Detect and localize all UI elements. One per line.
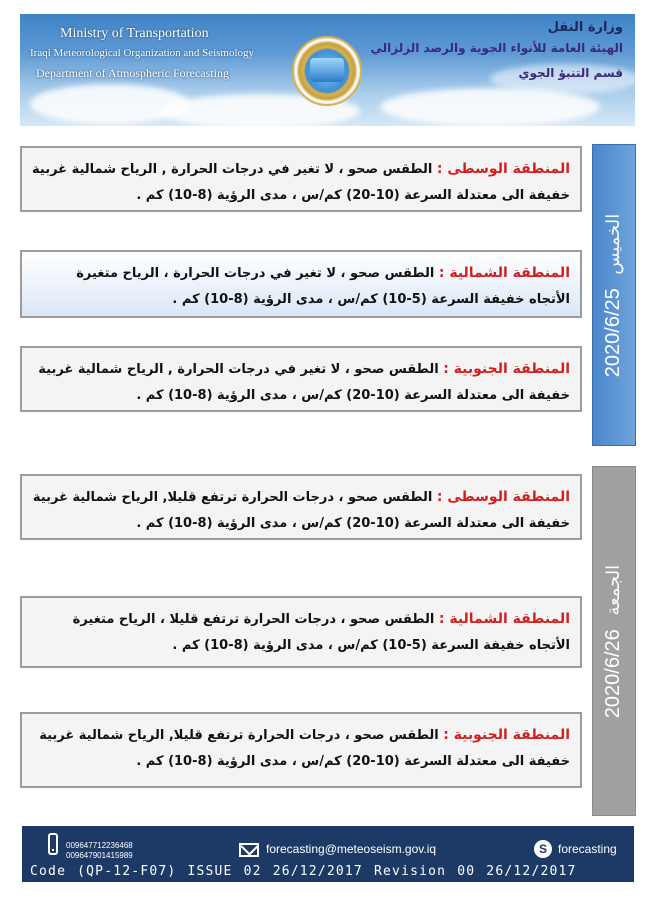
phone-number-2: 009647901415989 (66, 851, 133, 860)
date-bar-day2 (592, 466, 636, 816)
skype-icon: S (534, 840, 552, 858)
date-day2: 2020/6/26 (602, 628, 625, 718)
region-forecast: الطقس صحو ، درجات الحرارة ترتفع قليلا ، الرياح متغيرة الأتجاه خفيفة السرعة (5-10) كم/س ، مدى الرؤية (8-10) كم . (72, 612, 570, 653)
forecast-card-day2-south (20, 712, 582, 788)
forecast-card-day1-central (20, 146, 582, 212)
region-forecast: الطقس صحو ، لا تغير في درجات الحرارة , الرياح شمالية غربية خفيفة الى معتدلة السرعة (10-20) كم/س ، مدى الرؤية (8-10) كم . (32, 162, 570, 203)
date-day1: 2020/6/25 (602, 287, 625, 377)
region-forecast: الطقس صحو ، درجات الحرارة ترتفع قليلا, الرياح شمالية غربية خفيفة الى معتدلة السرعة (10-20) كم/س ، مدى الرؤية (8-10) كم . (39, 728, 570, 769)
region-forecast: الطقس صحو ، لا تغير في درجات الحرارة ، الرياح متغيرة الأتجاه خفيفة السرعة (5-10) كم/س ، مدى الرؤية (8-10) كم . (76, 266, 570, 307)
phone-number-1: 009647712236468 (66, 841, 133, 850)
header-en-ministry: Ministry of Transportation (60, 26, 209, 41)
skype-handle[interactable]: forecasting (558, 842, 617, 856)
forecast-card-day1-north (20, 250, 582, 318)
region-name: المنطقة الوسطى : (436, 161, 570, 177)
forecast-card-day1-south (20, 346, 582, 412)
dayname-day1: الخميس (603, 213, 624, 275)
region-name: المنطقة الجنوبية : (443, 361, 570, 377)
logo-emblem (310, 58, 344, 82)
phone-icon (48, 833, 58, 855)
email-address[interactable]: forecasting@meteoseism.gov.iq (266, 842, 437, 856)
region-forecast: الطقس صحو ، درجات الحرارة ترتفع قليلا, الرياح شمالية غربية خفيفة الى معتدلة السرعة (10-20) كم/س ، مدى الرؤية (8-10) كم . (32, 490, 570, 531)
forecast-card-day2-north (20, 596, 582, 668)
region-forecast: الطقس صحو ، لا تغير في درجات الحرارة , الرياح شمالية غربية خفيفة الى معتدلة السرعة (10-20) كم/س ، مدى الرؤية (8-10) كم . (38, 362, 570, 403)
footer-bar (22, 826, 634, 882)
region-name: المنطقة الشمالية : (438, 611, 570, 627)
organization-logo (292, 36, 362, 106)
dayname-day2: الجمعة (603, 564, 624, 616)
header-ar-department: قسم التنبؤ الجوي (518, 66, 623, 80)
header-en-department: Department of Atmospheric Forecasting (36, 66, 229, 80)
document-code-line: Code (QP-12-F07) ISSUE 02 26/12/2017 Revision 00 26/12/2017 (30, 864, 577, 879)
header-banner (20, 14, 635, 126)
phone-numbers (66, 841, 133, 861)
mail-icon (239, 843, 259, 857)
forecast-card-day2-central (20, 474, 582, 540)
header-ar-ministry: وزارة النقل (547, 20, 623, 35)
date-bar-day1 (592, 144, 636, 446)
region-name: المنطقة الجنوبية : (443, 727, 570, 743)
region-name: المنطقة الشمالية : (438, 265, 570, 281)
header-ar-organization: الهيئة العامة للأنواء الجوية والرصد الزلزالي (370, 41, 623, 55)
header-en-organization: Iraqi Meteorological Organization and Seismology (30, 47, 255, 59)
region-name: المنطقة الوسطى : (436, 489, 570, 505)
